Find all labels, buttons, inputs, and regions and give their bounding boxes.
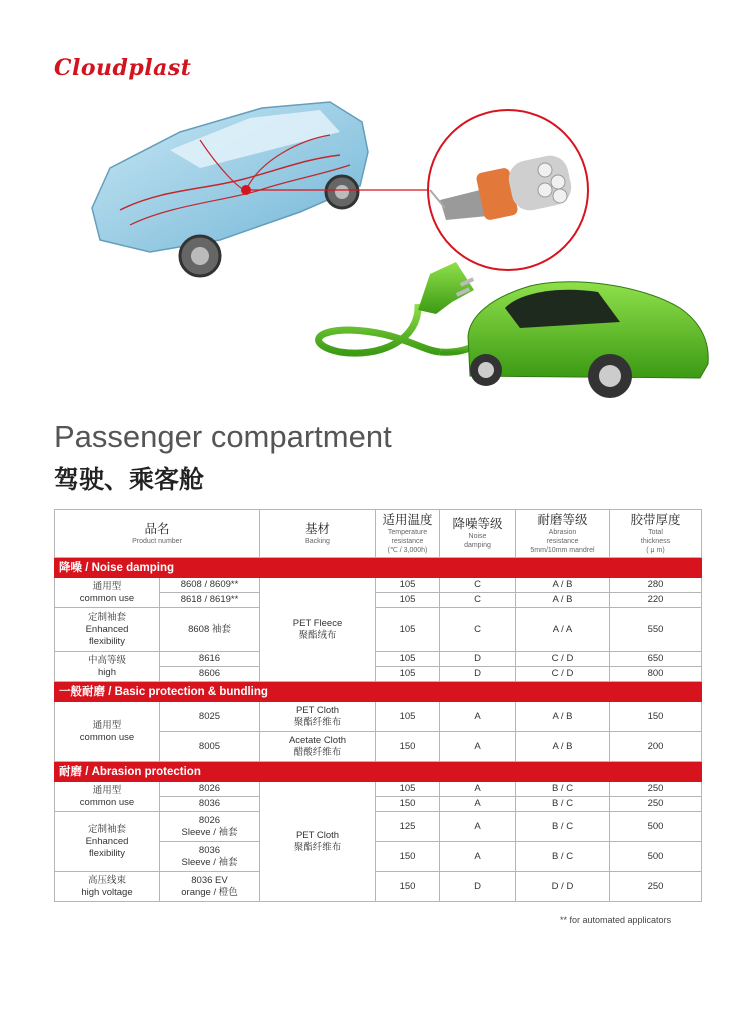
section-header-cell (610, 682, 702, 702)
abrasion-cell: B / C (516, 812, 610, 842)
abrasion-cell: B / C (516, 782, 610, 797)
header-noise (440, 510, 516, 558)
header-abrasion-en1: Abrasion (548, 528, 577, 536)
section-header-cell (516, 762, 610, 782)
usage-cell: 高压线束 high voltage (55, 872, 160, 902)
cable-detail-image (428, 110, 588, 270)
temperature-cell: 150 (376, 732, 440, 762)
table-row (55, 652, 702, 667)
product-number-cell: 8005 (160, 732, 260, 762)
product-table (54, 509, 702, 902)
noise-cell: C (440, 578, 516, 593)
green-ev-car-image (319, 262, 709, 398)
header-abrasion-cn: 耐磨等级 (537, 512, 588, 527)
noise-cell: D (440, 667, 516, 682)
thickness-cell: 500 (610, 812, 702, 842)
header-thickness (610, 510, 702, 558)
header-abrasion (516, 510, 610, 558)
section-header-cell (516, 682, 610, 702)
table-row (55, 578, 702, 593)
product-number-cell: 8025 (160, 702, 260, 732)
abrasion-cell: A / B (516, 593, 610, 608)
section-header-cell (376, 762, 440, 782)
abrasion-cell: C / D (516, 652, 610, 667)
abrasion-cell: A / A (516, 608, 610, 652)
header-temp-en1: Temperature (387, 528, 428, 536)
section-header-cell (376, 682, 440, 702)
transparent-car-image (92, 102, 368, 276)
hero-illustration (0, 40, 755, 410)
backing-cell: PET Cloth 聚酯纤维布 (260, 782, 376, 902)
header-thickness-en3: ( μ m) (646, 546, 665, 554)
abrasion-cell: C / D (516, 667, 610, 682)
thickness-cell: 250 (610, 797, 702, 812)
noise-cell: A (440, 702, 516, 732)
header-noise-en2: damping (464, 542, 491, 549)
header-abrasion-en3: 5mm/10mm mandrel (530, 546, 595, 554)
section-header-cell (440, 558, 516, 578)
header-product-en: Product number (132, 537, 182, 545)
abrasion-cell: A / B (516, 578, 610, 593)
product-number-cell: 8026 Sleeve / 袖套 (160, 812, 260, 842)
product-number-cell: 8606 (160, 667, 260, 682)
section-title: 耐磨 / Abrasion protection (55, 762, 376, 782)
header-temp (376, 510, 440, 558)
thickness-cell: 280 (610, 578, 702, 593)
thickness-cell: 500 (610, 842, 702, 872)
table-row (55, 702, 702, 732)
backing-cell: PET Fleece 聚酯绒布 (260, 578, 376, 682)
header-backing (260, 510, 376, 558)
header-noise-cn: 降噪等级 (452, 517, 503, 531)
backing-cell: PET Cloth 聚酯纤维布 (260, 702, 376, 732)
section-header-cell (440, 762, 516, 782)
section-header-row (55, 558, 702, 578)
header-thickness-en1: Total (648, 528, 663, 536)
header-thickness-cn: 胶带厚度 (630, 512, 681, 527)
header-thickness-en2: thickness (640, 537, 671, 545)
thickness-cell: 250 (610, 782, 702, 797)
abrasion-cell: A / B (516, 702, 610, 732)
header-backing-cn: 基材 (304, 521, 330, 536)
header-backing-en: Backing (305, 537, 330, 545)
page-title-en: Passenger compartment (54, 419, 392, 454)
section-header-cell (610, 558, 702, 578)
noise-cell: C (440, 608, 516, 652)
product-number-cell: 8618 / 8619** (160, 593, 260, 608)
header-temp-cn: 适用温度 (382, 512, 433, 527)
product-number-cell: 8036 Sleeve / 袖套 (160, 842, 260, 872)
temperature-cell: 150 (376, 797, 440, 812)
thickness-cell: 220 (610, 593, 702, 608)
usage-cell: 通用型 common use (55, 578, 160, 608)
noise-cell: D (440, 652, 516, 667)
temperature-cell: 150 (376, 842, 440, 872)
temperature-cell: 150 (376, 872, 440, 902)
section-header-cell (516, 558, 610, 578)
abrasion-cell: B / C (516, 797, 610, 812)
usage-cell: 定制袖套 Enhanced flexibility (55, 608, 160, 652)
product-number-cell: 8608 袖套 (160, 608, 260, 652)
thickness-cell: 800 (610, 667, 702, 682)
noise-cell: D (440, 872, 516, 902)
product-number-cell: 8036 EV orange / 橙色 (160, 872, 260, 902)
abrasion-cell: B / C (516, 842, 610, 872)
temperature-cell: 105 (376, 782, 440, 797)
temperature-cell: 105 (376, 702, 440, 732)
product-number-cell: 8036 (160, 797, 260, 812)
header-temp-en3: (℃ / 3,000h) (387, 546, 428, 554)
table-row (55, 872, 702, 902)
noise-cell: A (440, 732, 516, 762)
noise-cell: A (440, 812, 516, 842)
header-noise-en1: Noise (468, 533, 487, 540)
usage-cell: 定制袖套 Enhanced flexibility (55, 812, 160, 872)
thickness-cell: 550 (610, 608, 702, 652)
temperature-cell: 105 (376, 593, 440, 608)
temperature-cell: 125 (376, 812, 440, 842)
product-number-cell: 8616 (160, 652, 260, 667)
table-row (55, 812, 702, 842)
backing-cell: Acetate Cloth 醋酸纤维布 (260, 732, 376, 762)
section-title: 降噪 / Noise damping (55, 558, 376, 578)
usage-cell: 通用型 common use (55, 782, 160, 812)
thickness-cell: 650 (610, 652, 702, 667)
section-header-row (55, 682, 702, 702)
product-number-cell: 8026 (160, 782, 260, 797)
temperature-cell: 105 (376, 652, 440, 667)
thickness-cell: 250 (610, 872, 702, 902)
section-header-row (55, 762, 702, 782)
abrasion-cell: D / D (516, 872, 610, 902)
table-row (55, 782, 702, 797)
noise-cell: A (440, 797, 516, 812)
usage-cell: 中高等级 high (55, 652, 160, 682)
header-temp-en2: resistance (391, 537, 424, 545)
section-header-cell (440, 682, 516, 702)
page-title-cn: 驾驶、乘客舱 (54, 466, 205, 494)
noise-cell: A (440, 782, 516, 797)
temperature-cell: 105 (376, 578, 440, 593)
section-title: 一般耐磨 / Basic protection & bundling (55, 682, 376, 702)
temperature-cell: 105 (376, 608, 440, 652)
table-body (55, 558, 702, 902)
noise-cell: A (440, 842, 516, 872)
thickness-cell: 150 (610, 702, 702, 732)
header-product-cn: 品名 (144, 521, 170, 536)
thickness-cell: 200 (610, 732, 702, 762)
table-header-row (55, 510, 702, 558)
section-header-cell (376, 558, 440, 578)
header-product (55, 510, 260, 558)
brand-logo: Cloudplast (54, 55, 192, 81)
footnote: ** for automated applicators (560, 915, 672, 925)
noise-cell: C (440, 593, 516, 608)
temperature-cell: 105 (376, 667, 440, 682)
product-number-cell: 8608 / 8609** (160, 578, 260, 593)
header-abrasion-en2: resistance (546, 537, 579, 545)
usage-cell: 通用型 common use (55, 702, 160, 762)
table-row (55, 608, 702, 652)
section-header-cell (610, 762, 702, 782)
abrasion-cell: A / B (516, 732, 610, 762)
